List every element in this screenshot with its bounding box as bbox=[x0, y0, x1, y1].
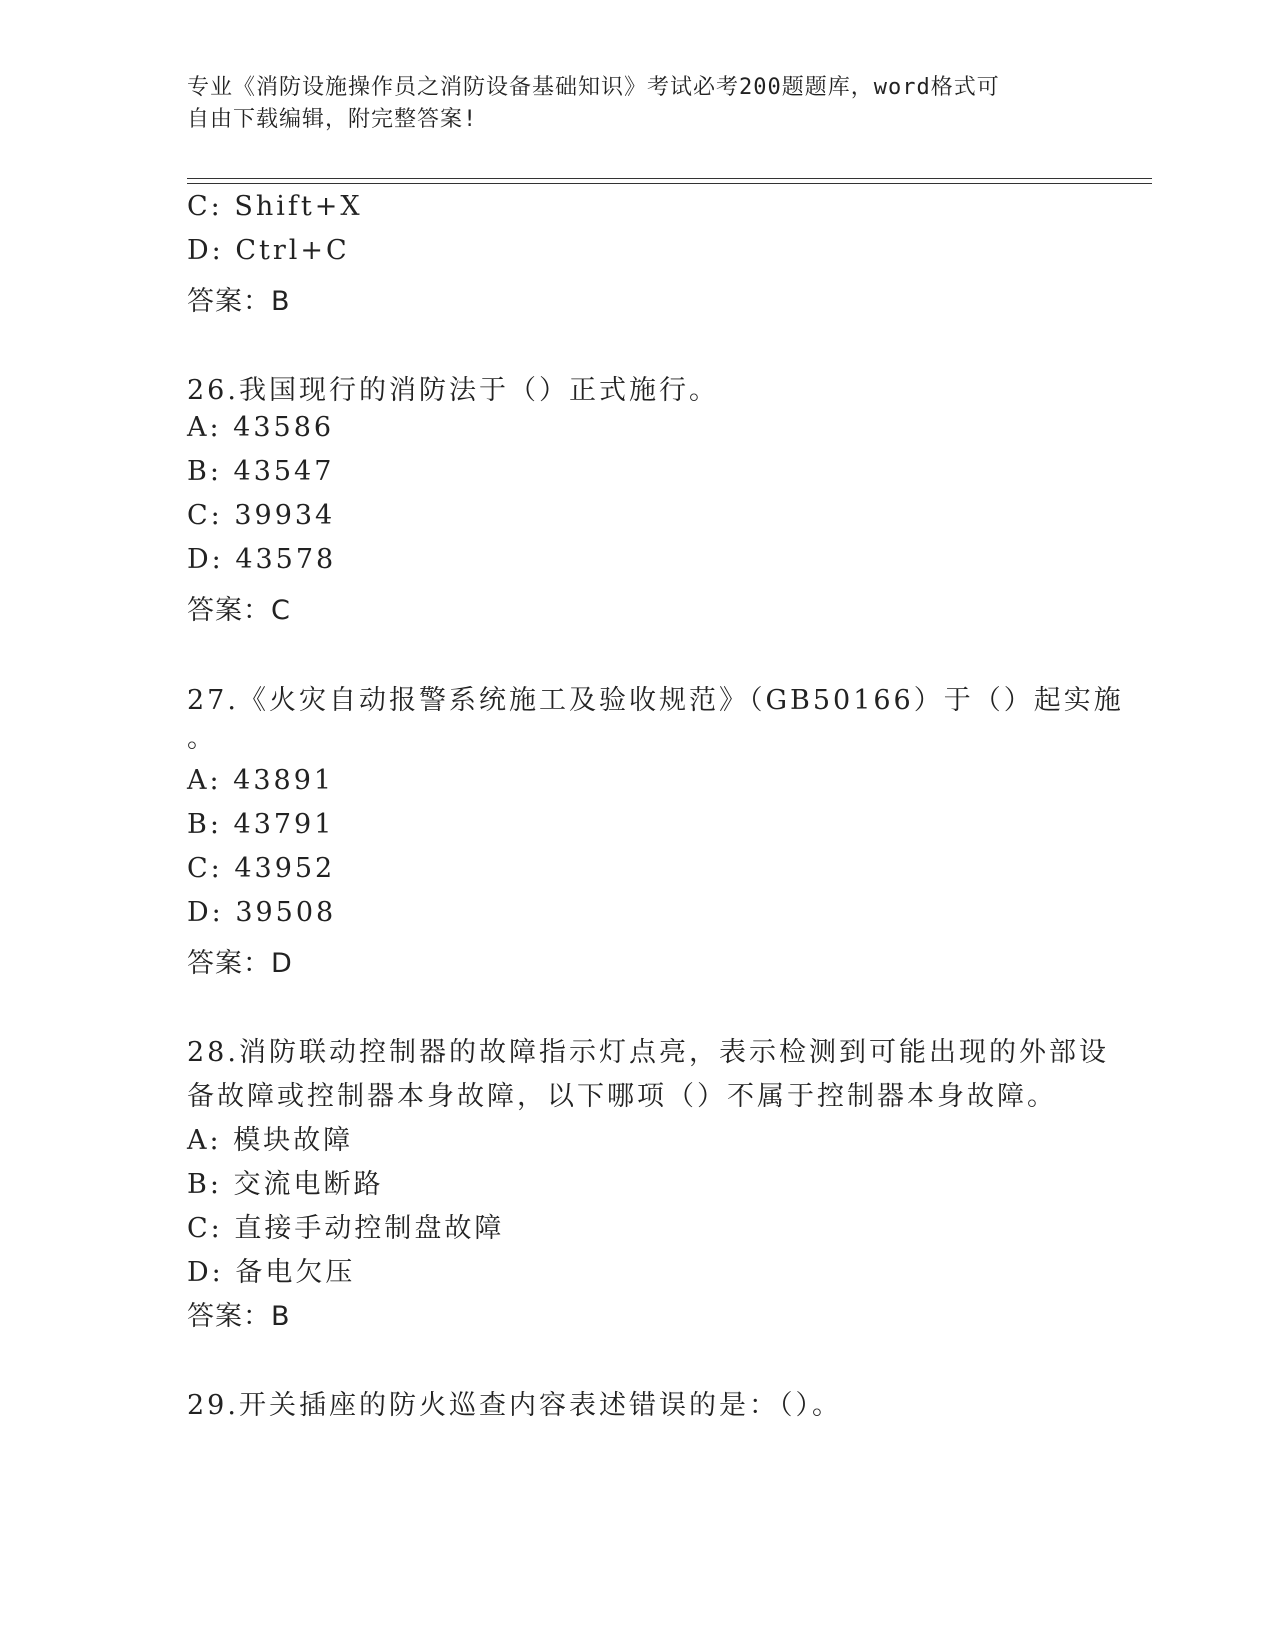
q28-stem-line-2: 备故障或控制器本身故障，以下哪项（）不属于控制器本身故障。 bbox=[187, 1081, 1057, 1112]
q27-option-b: B: 43791 bbox=[187, 809, 335, 840]
q28-option-c: C: 直接手动控制盘故障 bbox=[187, 1213, 505, 1244]
header-divider-bottom bbox=[187, 183, 1152, 184]
q27-option-c: C: 43952 bbox=[187, 853, 336, 884]
document-header bbox=[187, 72, 1087, 136]
q27-option-a: A: 43891 bbox=[187, 765, 335, 796]
q26-option-d: D: 43578 bbox=[187, 544, 337, 575]
prev-answer: 答案：B bbox=[187, 286, 291, 317]
q27-stem-line-1: 27.《火灾自动报警系统施工及验收规范》（GB50166）于（）起实施 bbox=[187, 685, 1124, 716]
q29-stem: 29.开关插座的防火巡查内容表述错误的是：（）。 bbox=[187, 1390, 842, 1421]
q28-option-d: D: 备电欠压 bbox=[187, 1257, 356, 1288]
header-title-line-2: 自由下载编辑，附完整答案! bbox=[187, 107, 478, 132]
q26-option-a: A: 43586 bbox=[187, 412, 335, 443]
prev-option-d: D: Ctrl+C bbox=[187, 235, 350, 266]
q26-stem: 26.我国现行的消防法于（）正式施行。 bbox=[187, 375, 719, 406]
q27-answer: 答案：D bbox=[187, 948, 293, 979]
q26-option-b: B: 43547 bbox=[187, 456, 335, 487]
q26-answer: 答案：C bbox=[187, 595, 291, 626]
q28-answer: 答案：B bbox=[187, 1301, 291, 1332]
prev-option-c: C: Shift+X bbox=[187, 191, 363, 222]
q26-option-c: C: 39934 bbox=[187, 500, 336, 531]
q28-option-b: B: 交流电断路 bbox=[187, 1169, 384, 1200]
q28-stem-line-1: 28.消防联动控制器的故障指示灯点亮，表示检测到可能出现的外部设 bbox=[187, 1037, 1109, 1068]
header-title-line-1: 专业《消防设施操作员之消防设备基础知识》考试必考200题题库，word格式可 bbox=[187, 75, 1000, 100]
q27-option-d: D: 39508 bbox=[187, 897, 337, 928]
q28-option-a: A: 模块故障 bbox=[187, 1125, 354, 1156]
q27-stem-line-2: 。 bbox=[187, 723, 217, 754]
header-divider-top bbox=[187, 178, 1152, 179]
